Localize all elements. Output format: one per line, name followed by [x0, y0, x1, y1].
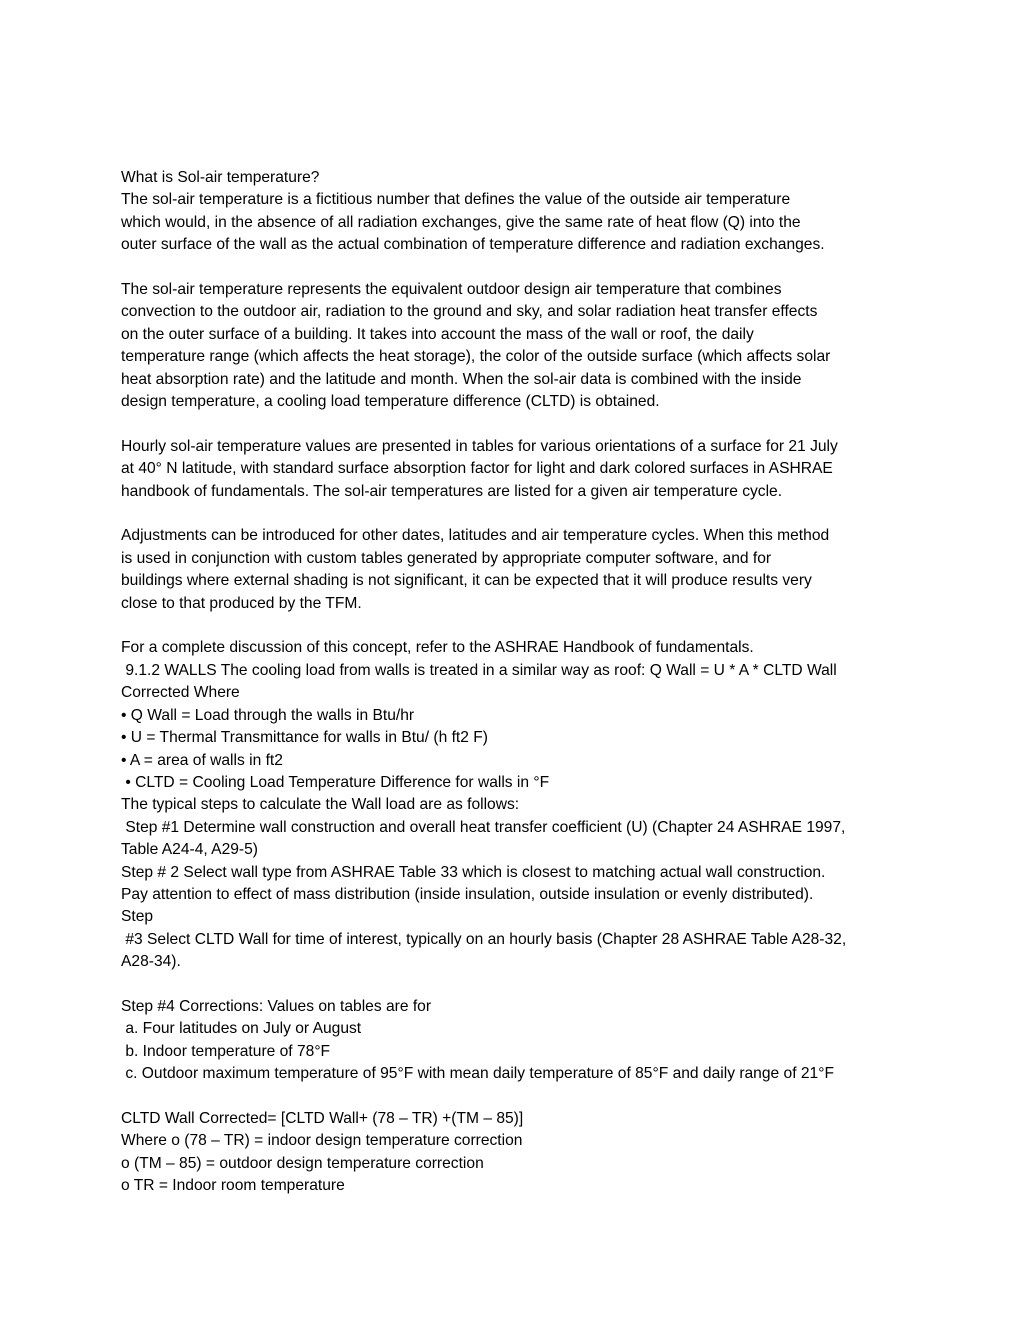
text-line: The sol-air temperature is a fictitious number that defines the value of the outside air temperature	[121, 191, 791, 209]
text-line: outer surface of the wall as the actual combination of temperature difference and radiation exchanges.	[121, 236, 825, 254]
text-line: convection to the outdoor air, radiation to the ground and sky, and solar radiation heat transfer effects	[121, 303, 818, 321]
text-line: on the outer surface of a building. It takes into account the mass of the wall or roof, the daily	[121, 325, 754, 343]
text-line: #3 Select CLTD Wall for time of interest, typically on an hourly basis (Chapter 28 ASHRAE Table A28-32,	[121, 930, 847, 948]
text-line: The typical steps to calculate the Wall load are as follows:	[121, 796, 520, 814]
blank-line	[121, 257, 921, 279]
text-line: o TR = Indoor room temperature	[121, 1177, 345, 1195]
text-line: design temperature, a cooling load temperature difference (CLTD) is obtained.	[121, 393, 660, 411]
text-line: close to that produced by the TFM.	[121, 594, 362, 612]
text-line: Step #4 Corrections: Values on tables are for	[121, 997, 432, 1015]
text-line: at 40° N latitude, with standard surface absorption factor for light and dark colored surfaces in ASHRAE	[121, 460, 833, 478]
text-line: buildings where external shading is not significant, it can be expected that it will produce results very	[121, 572, 812, 590]
text-line: a. Four latitudes on July or August	[121, 1020, 362, 1038]
text-line: Hourly sol-air temperature values are presented in tables for various orientations of a surface for 21 July	[121, 437, 838, 455]
text-line: b. Indoor temperature of 78°F	[121, 1042, 331, 1060]
blank-line	[121, 503, 921, 525]
blank-line	[121, 974, 921, 996]
text-line: A28-34).	[121, 953, 181, 971]
text-line: What is Sol-air temperature?	[121, 169, 320, 186]
text-line: • Q Wall = Load through the walls in Btu/hr	[121, 706, 415, 724]
text-line: which would, in the absence of all radiation exchanges, give the same rate of heat flow (Q) into the	[121, 213, 801, 231]
text-line: Step # 2 Select wall type from ASHRAE Table 33 which is closest to matching actual wall construction.	[121, 863, 826, 881]
text-line: The sol-air temperature represents the equivalent outdoor design air temperature that combines	[121, 281, 782, 299]
text-line: is used in conjunction with custom tables generated by appropriate computer software, and for	[121, 549, 772, 567]
text-line: heat absorption rate) and the latitude and month. When the sol-air data is combined with the inside	[121, 370, 802, 388]
text-line: Corrected Where	[121, 684, 240, 702]
blank-line	[121, 413, 921, 435]
text-line: o (TM – 85) = outdoor design temperature correction	[121, 1154, 484, 1172]
blank-line	[121, 1086, 921, 1108]
text-line: Table A24-4, A29-5)	[121, 841, 258, 859]
text-line: • U = Thermal Transmittance for walls in Btu/ (h ft2 F)	[121, 729, 488, 747]
text-line: • A = area of walls in ft2	[121, 751, 283, 769]
text-line: 9.1.2 WALLS The cooling load from walls is treated in a similar way as roof: Q Wall = U * A * CLTD Wall	[121, 661, 837, 679]
text-line: Adjustments can be introduced for other dates, latitudes and air temperature cycles. When this method	[121, 527, 830, 545]
blank-line	[121, 615, 921, 637]
text-line: Where o (78 – TR) = indoor design temperature correction	[121, 1132, 523, 1150]
text-line: c. Outdoor maximum temperature of 95°F with mean daily temperature of 85°F and daily range of 21°F	[121, 1065, 834, 1083]
text-line: handbook of fundamentals. The sol-air temperatures are listed for a given air temperature cycle.	[121, 482, 783, 500]
text-line: Step #1 Determine wall construction and overall heat transfer coefficient (U) (Chapter 24 ASHRAE 1997,	[121, 818, 846, 836]
text-line: temperature range (which affects the heat storage), the color of the outside surface (which affects solar	[121, 348, 831, 366]
text-line: For a complete discussion of this concept, refer to the ASHRAE Handbook of fundamentals.	[121, 639, 754, 657]
document-body	[121, 167, 921, 1198]
text-line: CLTD Wall Corrected= [CLTD Wall+ (78 – TR) +(TM – 85)]	[121, 1109, 524, 1127]
text-line: Step	[121, 908, 154, 926]
text-line: Pay attention to effect of mass distribution (inside insulation, outside insulation or evenly distributed).	[121, 885, 814, 903]
text-line: • CLTD = Cooling Load Temperature Difference for walls in °F	[121, 773, 550, 791]
